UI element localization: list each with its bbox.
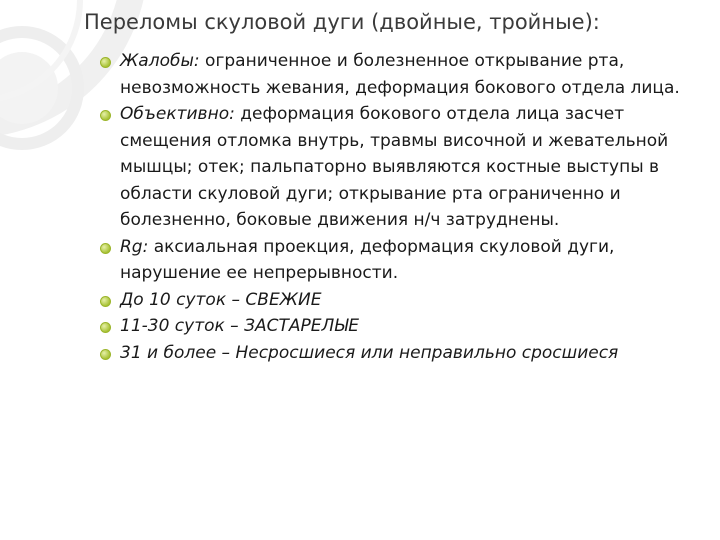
bullet-text: аксиальная проекция, деформация скуловой дуги, нарушение ее непрерывности. [120, 236, 615, 283]
green-circle-bullet-icon [100, 243, 111, 254]
green-circle-bullet-icon [100, 110, 111, 121]
bullet-fresh [100, 287, 700, 314]
green-circle-bullet-icon [100, 349, 111, 360]
bullet-lead: 11-30 суток – ЗАСТАРЕЛЫЕ [120, 316, 359, 336]
bullet-complaints [100, 48, 700, 101]
green-circle-bullet-icon [100, 296, 111, 307]
bullet-nonunion [100, 340, 700, 367]
bullet-old [100, 313, 700, 340]
slide-title: Переломы скуловой дуги (двойные, тройные): [84, 10, 600, 34]
bullet-lead: Объективно: [120, 104, 235, 124]
green-circle-bullet-icon [100, 57, 111, 68]
bullet-lead: Rg: [120, 236, 149, 257]
bullet-lead: Жалобы: [120, 51, 200, 71]
bullet-lead: 31 и более – Несросшиеся или неправильно сросшиеся [120, 342, 619, 363]
bullet-rg [100, 234, 700, 287]
green-circle-bullet-icon [100, 322, 111, 333]
bullet-text: деформация бокового отдела лица засчет смещения отломка внутрь, травмы височной и жевательной мышцы; отек; пальпаторно выявляются костные выступы в области скуловой дуги; открывание рта ограниченно и болезненно, боковые движения н/ч затруднены. [120, 104, 669, 230]
bullet-text: ограниченное и болезненное открывание рта, невозможность жевания, деформация бокового отдела лица. [120, 51, 680, 98]
bullet-list [100, 48, 700, 366]
bullet-objective [100, 101, 700, 234]
bullet-lead: До 10 суток – СВЕЖИЕ [120, 289, 322, 310]
